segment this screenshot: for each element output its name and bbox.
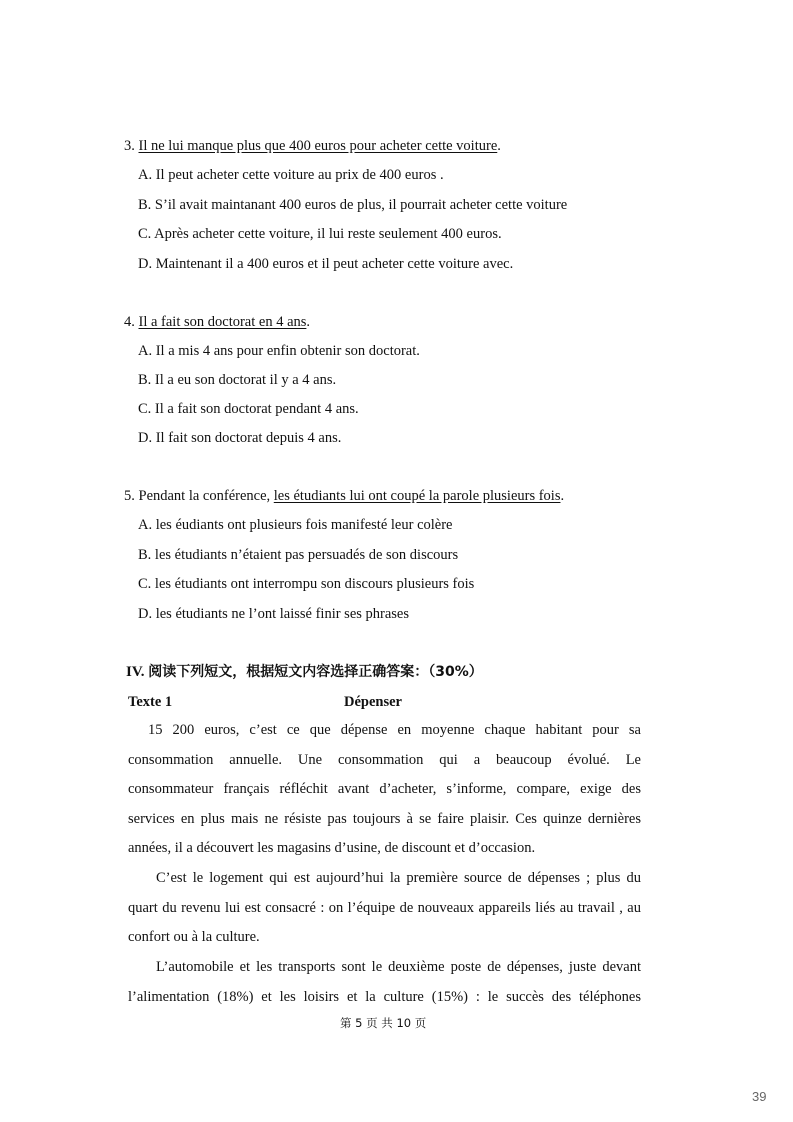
paragraph-2-line: quart du revenu lui est consacré : on l’équipe de nouveaux appareils liés au travail , au (128, 899, 641, 916)
question-4-option-b: B. Il a eu son doctorat il y a 4 ans. (138, 372, 337, 388)
section-numeral: IV. (126, 664, 145, 680)
question-3-option-d: D. Maintenant il a 400 euros et il peut acheter cette voiture avec. (138, 256, 514, 272)
question-5-underlined-sentence: les étudiants lui ont coupé la parole plusieurs fois (273, 488, 561, 504)
section-heading (126, 661, 483, 681)
question-4-number: 4. (124, 314, 139, 330)
question-5-option-a: A. les éudiants ont plusieurs fois manifesté leur colère (138, 517, 453, 533)
question-5-number: 5. Pendant la conférence, (124, 488, 274, 504)
question-4-option-d: D. Il fait son doctorat depuis 4 ans. (138, 430, 342, 446)
section-points: （30%） (428, 664, 483, 680)
question-4-option-c: C. Il a fait son doctorat pendant 4 ans. (138, 401, 359, 417)
paragraph-2-line: C’est le logement qui est aujourd’hui la première source de dépenses ; plus du (156, 870, 641, 886)
question-4-option-a: A. Il a mis 4 ans pour enfin obtenir son doctorat. (138, 343, 420, 359)
paragraph-3-line: L’automobile et les transports sont le deuxième poste de dépenses, juste devant (156, 959, 641, 975)
paragraph-1-line: consommation annuelle. Une consommation qui a beaucoup évolué. Le (128, 751, 641, 768)
question-5-stem: 5. Pendant la conférence, les étudiants lui ont coupé la parole plusieurs fois. (124, 488, 565, 504)
question-5-option-b: B. les étudiants n’étaient pas persuadés de son discours (138, 547, 459, 563)
paragraph-2-line: confort ou à la culture. (128, 929, 260, 945)
page-footer: 第 5 页 共 10 页 (340, 1016, 427, 1030)
paragraph-1-line: consommateur français réfléchit avant d’acheter, s’informe, compare, exige des (128, 781, 641, 797)
question-5-option-c: C. les étudiants ont interrompu son discours plusieurs fois (138, 576, 475, 592)
question-5-option-d: D. les étudiants ne l’ont laissé finir ses phrases (138, 606, 410, 622)
paragraph-3-line: l’alimentation (18%) et les loisirs et la culture (15%) : le succès des téléphones (128, 988, 641, 1005)
question-3-option-a: A. Il peut acheter cette voiture au prix de 400 euros . (138, 167, 444, 183)
question-4-underlined-sentence: Il a fait son doctorat en 4 ans (138, 314, 307, 330)
paragraph-1 (128, 716, 641, 864)
question-3-option-b: B. S’il avait maintanant 400 euros de plus, il pourrait acheter cette voiture (138, 197, 568, 213)
question-4-stem: 4. Il a fait son doctorat en 4 ans. (124, 314, 311, 330)
paragraph-1-line: années, il a découvert les magasins d’usine, de discount et d’occasion. (128, 840, 536, 856)
question-3-underlined-sentence: Il ne lui manque plus que 400 euros pour acheter cette voiture (138, 138, 498, 154)
paragraph-2 (128, 864, 641, 953)
paragraph-1-line: services en plus mais ne résiste pas toujours à se faire plaisir. Ces quinze dernières (128, 810, 641, 827)
paragraph-1-line: 15 200 euros, c’est ce que dépense en moyenne chaque habitant pour sa (148, 722, 641, 738)
texte-title: Dépenser (344, 694, 402, 710)
question-3-stem: 3. Il ne lui manque plus que 400 euros pour acheter cette voiture. (124, 138, 501, 154)
question-3-option-c: C. Après acheter cette voiture, il lui reste seulement 400 euros. (138, 226, 502, 242)
question-3-number: 3. (124, 138, 139, 154)
page-number: 39 (752, 1089, 767, 1104)
section-instruction: 阅读下列短文，根据短文内容选择正确答案： (148, 664, 429, 680)
paragraph-3 (128, 953, 641, 1012)
texte-label: Texte 1 (128, 694, 173, 710)
